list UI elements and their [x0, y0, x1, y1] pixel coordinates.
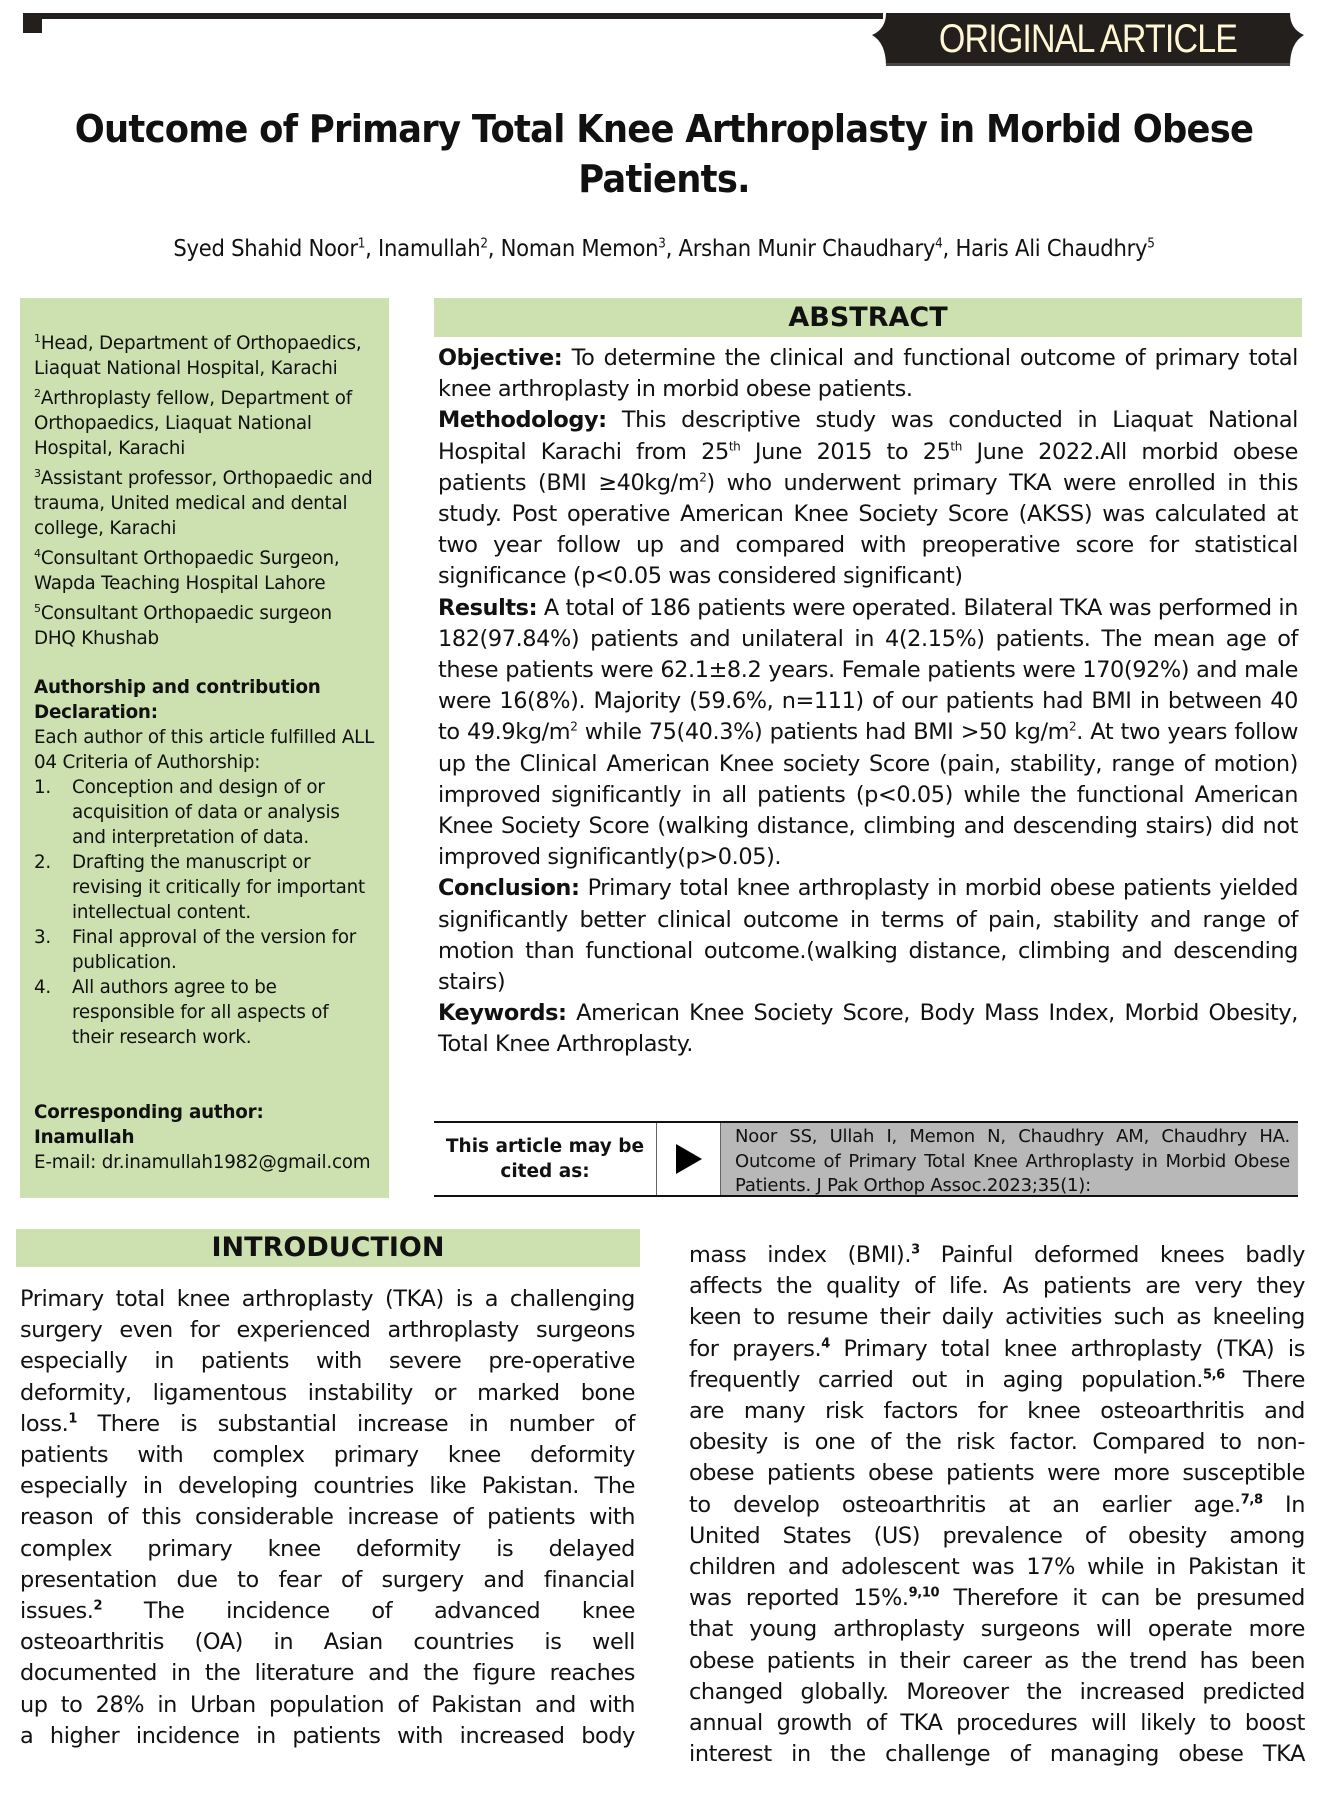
affiliation-text: Head, Department of Orthopaedics, Liaquat National Hospital, Karachi	[34, 333, 362, 380]
author-name: Noman Memon	[500, 236, 659, 262]
sidebar-affiliations	[20, 298, 389, 1198]
criteria-number: 2.	[34, 852, 52, 874]
affiliation-number: 3	[34, 467, 41, 481]
article-title: Outcome of Primary Total Knee Arthroplasty in Morbid Obese Patients.	[74, 107, 1254, 201]
text-line: reason of this considerable increase of patients with	[20, 1504, 635, 1531]
corresponding-name: Inamullah	[34, 1127, 135, 1148]
text-line: are many risk factors for knee osteoarthritis and	[689, 1398, 1305, 1425]
text-line: obesity is one of the risk factor. Compared to non-	[689, 1429, 1305, 1456]
abstract-heading: ABSTRACT	[434, 298, 1302, 337]
corresponding-label: Corresponding author:	[34, 1102, 264, 1123]
authorship-intro: Each author of this article fulfilled ALL 04 Criteria of Authorship:	[34, 727, 375, 774]
text-line: documented in the literature and the figure reaches	[20, 1660, 635, 1687]
reference-mark: 2	[93, 1598, 103, 1614]
affiliation-number: 5	[34, 602, 41, 616]
text-line: for prayers.$^4$ Primary total knee arthroplasty (TKA) is	[689, 1335, 1305, 1362]
criteria-text: Final approval of the version for publication.	[72, 927, 357, 974]
text-line: frequently carried out in aging population.$^{5,6}$ There	[689, 1366, 1305, 1393]
abstract-body	[438, 343, 1298, 1061]
criteria-list	[34, 775, 375, 1050]
text-line: obese patients obese patients were more susceptible	[689, 1460, 1305, 1487]
text-line: complex primary knee deformity is delayed	[20, 1535, 635, 1562]
affiliation-item	[34, 326, 375, 381]
author-name: Syed Shahid Noor	[173, 236, 358, 262]
criteria-text: All authors agree to be responsible for all aspects of their research work.	[72, 977, 329, 1049]
criteria-item	[34, 925, 375, 975]
citation-label: This article may be cited as:	[434, 1123, 657, 1195]
abstract-keywords: Keywords: American Knee Society Score, Body Mass Index, Morbid Obesity, Total Knee Arthroplasty.	[438, 1000, 1298, 1058]
affiliation-number: 4	[34, 547, 41, 561]
criteria-number: 4.	[34, 977, 52, 999]
corresponding-author	[34, 1100, 370, 1175]
header-corner-block	[23, 13, 42, 33]
text-line: affects the quality of life. As patients are very they	[689, 1273, 1305, 1300]
citation-box	[434, 1121, 1298, 1197]
text-line: deformity, ligamentous instability or marked bone	[20, 1379, 635, 1406]
abstract-objective: Objective: To determine the clinical and functional outcome of primary total knee arthroplasty in morbid obese patients.	[438, 345, 1298, 403]
authorship-heading: Authorship and contribution Declaration:	[34, 677, 321, 724]
author-affiliation-mark: 4	[935, 236, 943, 252]
reference-mark: 4	[821, 1336, 830, 1352]
text-line: Primary total knee arthroplasty (TKA) is a challenging	[20, 1286, 635, 1312]
email-line: E-mail: dr.inamullah1982@gmail.com	[34, 1152, 371, 1173]
email-link[interactable]: dr.inamullah1982@gmail.com	[101, 1152, 371, 1173]
affiliation-list	[34, 326, 375, 651]
reference-mark: 9,10	[908, 1585, 940, 1601]
affiliation-text: Arthroplasty fellow, Department of Orthopaedics, Liaquat National Hospital, Karachi	[34, 388, 352, 460]
affiliation-item	[34, 541, 375, 596]
text-line: mass index (BMI).$^3$ Painful deformed knees badly	[689, 1242, 1305, 1268]
reference-mark: 3	[911, 1242, 920, 1258]
text-line: especially in developing countries like Pakistan. The	[20, 1473, 635, 1500]
abstract-methodology: Methodology: This descriptive study was conducted in Liaquat National Hospital Karachi from 25th June 2015 to 25th June 2022.All morbid obese patients $(BMI \ge 40kg/m^2)$ who underwent primary TKA were enrolled in this study. Post operative American Knee Society Score (AKSS) was calculated at two year follow up and compared with preoperative score for statistical significance (p<0.05 was considered significant)	[438, 407, 1299, 590]
author-affiliation-mark: 5	[1147, 236, 1155, 252]
affiliation-item	[34, 461, 375, 541]
text-line: patients with complex primary knee deformity	[20, 1442, 635, 1469]
introduction-column-left	[20, 1284, 635, 1752]
criteria-item	[34, 850, 375, 925]
text-line: interest in the challenge of managing obese TKA	[689, 1741, 1305, 1768]
criteria-number: 3.	[34, 927, 52, 949]
criteria-item	[34, 775, 375, 850]
text-line: was reported 15%.$^{9,10}$ Therefore it can be presumed	[689, 1585, 1305, 1612]
text-line: osteoarthritis (OA) in Asian countries is well	[20, 1629, 635, 1656]
criteria-text: Drafting the manuscript or revising it critically for important intellectual content.	[72, 852, 365, 924]
criteria-item	[34, 975, 375, 1050]
text-line: to develop osteoarthritis at an earlier age.$^{7,8}$ In	[689, 1491, 1305, 1518]
article-type-badge	[872, 13, 1304, 66]
affiliation-number: 1	[34, 332, 41, 345]
text-line: United States (US) prevalence of obesity among	[689, 1522, 1305, 1549]
reference-mark: 1	[68, 1411, 78, 1427]
affiliation-text: Consultant Orthopaedic surgeon DHQ Khushab	[34, 603, 332, 650]
introduction-heading: INTRODUCTION	[16, 1229, 640, 1267]
text-line: keen to resume their daily activities such as kneeling	[689, 1304, 1305, 1331]
text-line: obese patients in their career as the trend has been	[689, 1647, 1305, 1674]
text-line: surgery even for experienced arthroplasty surgeons	[20, 1317, 635, 1344]
affiliation-text: Assistant professor, Orthopaedic and trauma, United medical and dental college, Karachi	[34, 468, 373, 540]
header-rule	[23, 13, 883, 19]
criteria-text: Conception and design of or acquisition of data or analysis and interpretation of data.	[72, 777, 340, 849]
text-line: loss.$^1$ There is substantial increase in number of	[20, 1410, 635, 1437]
reference-mark: 5,6	[1203, 1367, 1225, 1383]
text-line: up to 28% in Urban population of Pakistan and with	[20, 1691, 635, 1718]
text-line: issues.$^2$ The incidence of advanced knee	[20, 1598, 635, 1625]
author-name: Arshan Munir Chaudhary	[678, 236, 936, 262]
badge-label: ORIGINAL ARTICLE	[938, 17, 1238, 61]
introduction-column-right	[689, 1240, 1305, 1770]
author-affiliation-mark: 2	[480, 236, 488, 252]
reference-mark: 7,8	[1240, 1492, 1263, 1508]
text-line: a higher incidence in patients with increased body	[20, 1722, 635, 1749]
play-triangle-icon	[657, 1123, 721, 1195]
abstract-results: Results: A total of 186 patients were operated. Bilateral TKA was performed in 182(97.84%) patients and unilateral in 4(2.15%) patients. The mean age of these patients were 62.1±8.2 years. Female patients were 170(92%) and male were 16(8%). Majority (59.6%, n=111) of our patients had BMI in between 40 to $49.9kg/m^2$ while 75(40.3%) patients had BMI >50 $kg/m^2$. At two years follow up the Clinical American Knee society Score (pain, stability, range of motion) improved significantly in all patients (p<0.05) while the functional American Knee Society Score (walking distance, climbing and descending stairs) did not improved significantly(p>0.05).	[438, 594, 1298, 871]
text-line: presentation due to fear of surgery and financial	[20, 1566, 635, 1593]
citation-text: Noor SS, Ullah I, Memon N, Chaudhry AM, Chaudhry HA. Outcome of Primary Total Knee Arthroplasty in Morbid Obese Patients. J Pak Orthop Assoc.2023;35(1):	[721, 1123, 1298, 1195]
author-affiliation-mark: 3	[658, 236, 666, 252]
text-line: especially in patients with severe pre-operative	[20, 1348, 635, 1375]
affiliation-text: Consultant Orthopaedic Surgeon, Wapda Teaching Hospital Lahore	[34, 548, 340, 595]
author-name: Inamullah	[378, 236, 481, 262]
affiliation-number: 2	[34, 387, 41, 401]
text-line: changed globally. Moreover the increased predicted	[689, 1678, 1305, 1705]
text-line: annual growth of TKA procedures will likely to boost	[689, 1710, 1305, 1737]
abstract-conclusion: Conclusion: Primary total knee arthroplasty in morbid obese patients yielded significantly better clinical outcome in terms of pain, stability and range of motion than functional outcome.(walking distance, climbing and descending stairs)	[438, 875, 1299, 996]
text-line: children and adolescent was 17% while in Pakistan it	[689, 1554, 1305, 1581]
author-list: Syed Shahid Noor$^1$, Inamullah$^2$, Noman Memon$^3$, Arshan Munir Chaudhary$^4$, Haris Ali Chaudhry$^5$	[173, 236, 1155, 262]
text-line: that young arthroplasty surgeons will operate more	[689, 1616, 1305, 1643]
author-affiliation-mark: 1	[357, 236, 366, 252]
author-name: Haris Ali Chaudhry	[955, 236, 1148, 262]
criteria-number: 1.	[34, 777, 52, 799]
affiliation-item	[34, 596, 375, 651]
affiliation-item	[34, 381, 375, 461]
